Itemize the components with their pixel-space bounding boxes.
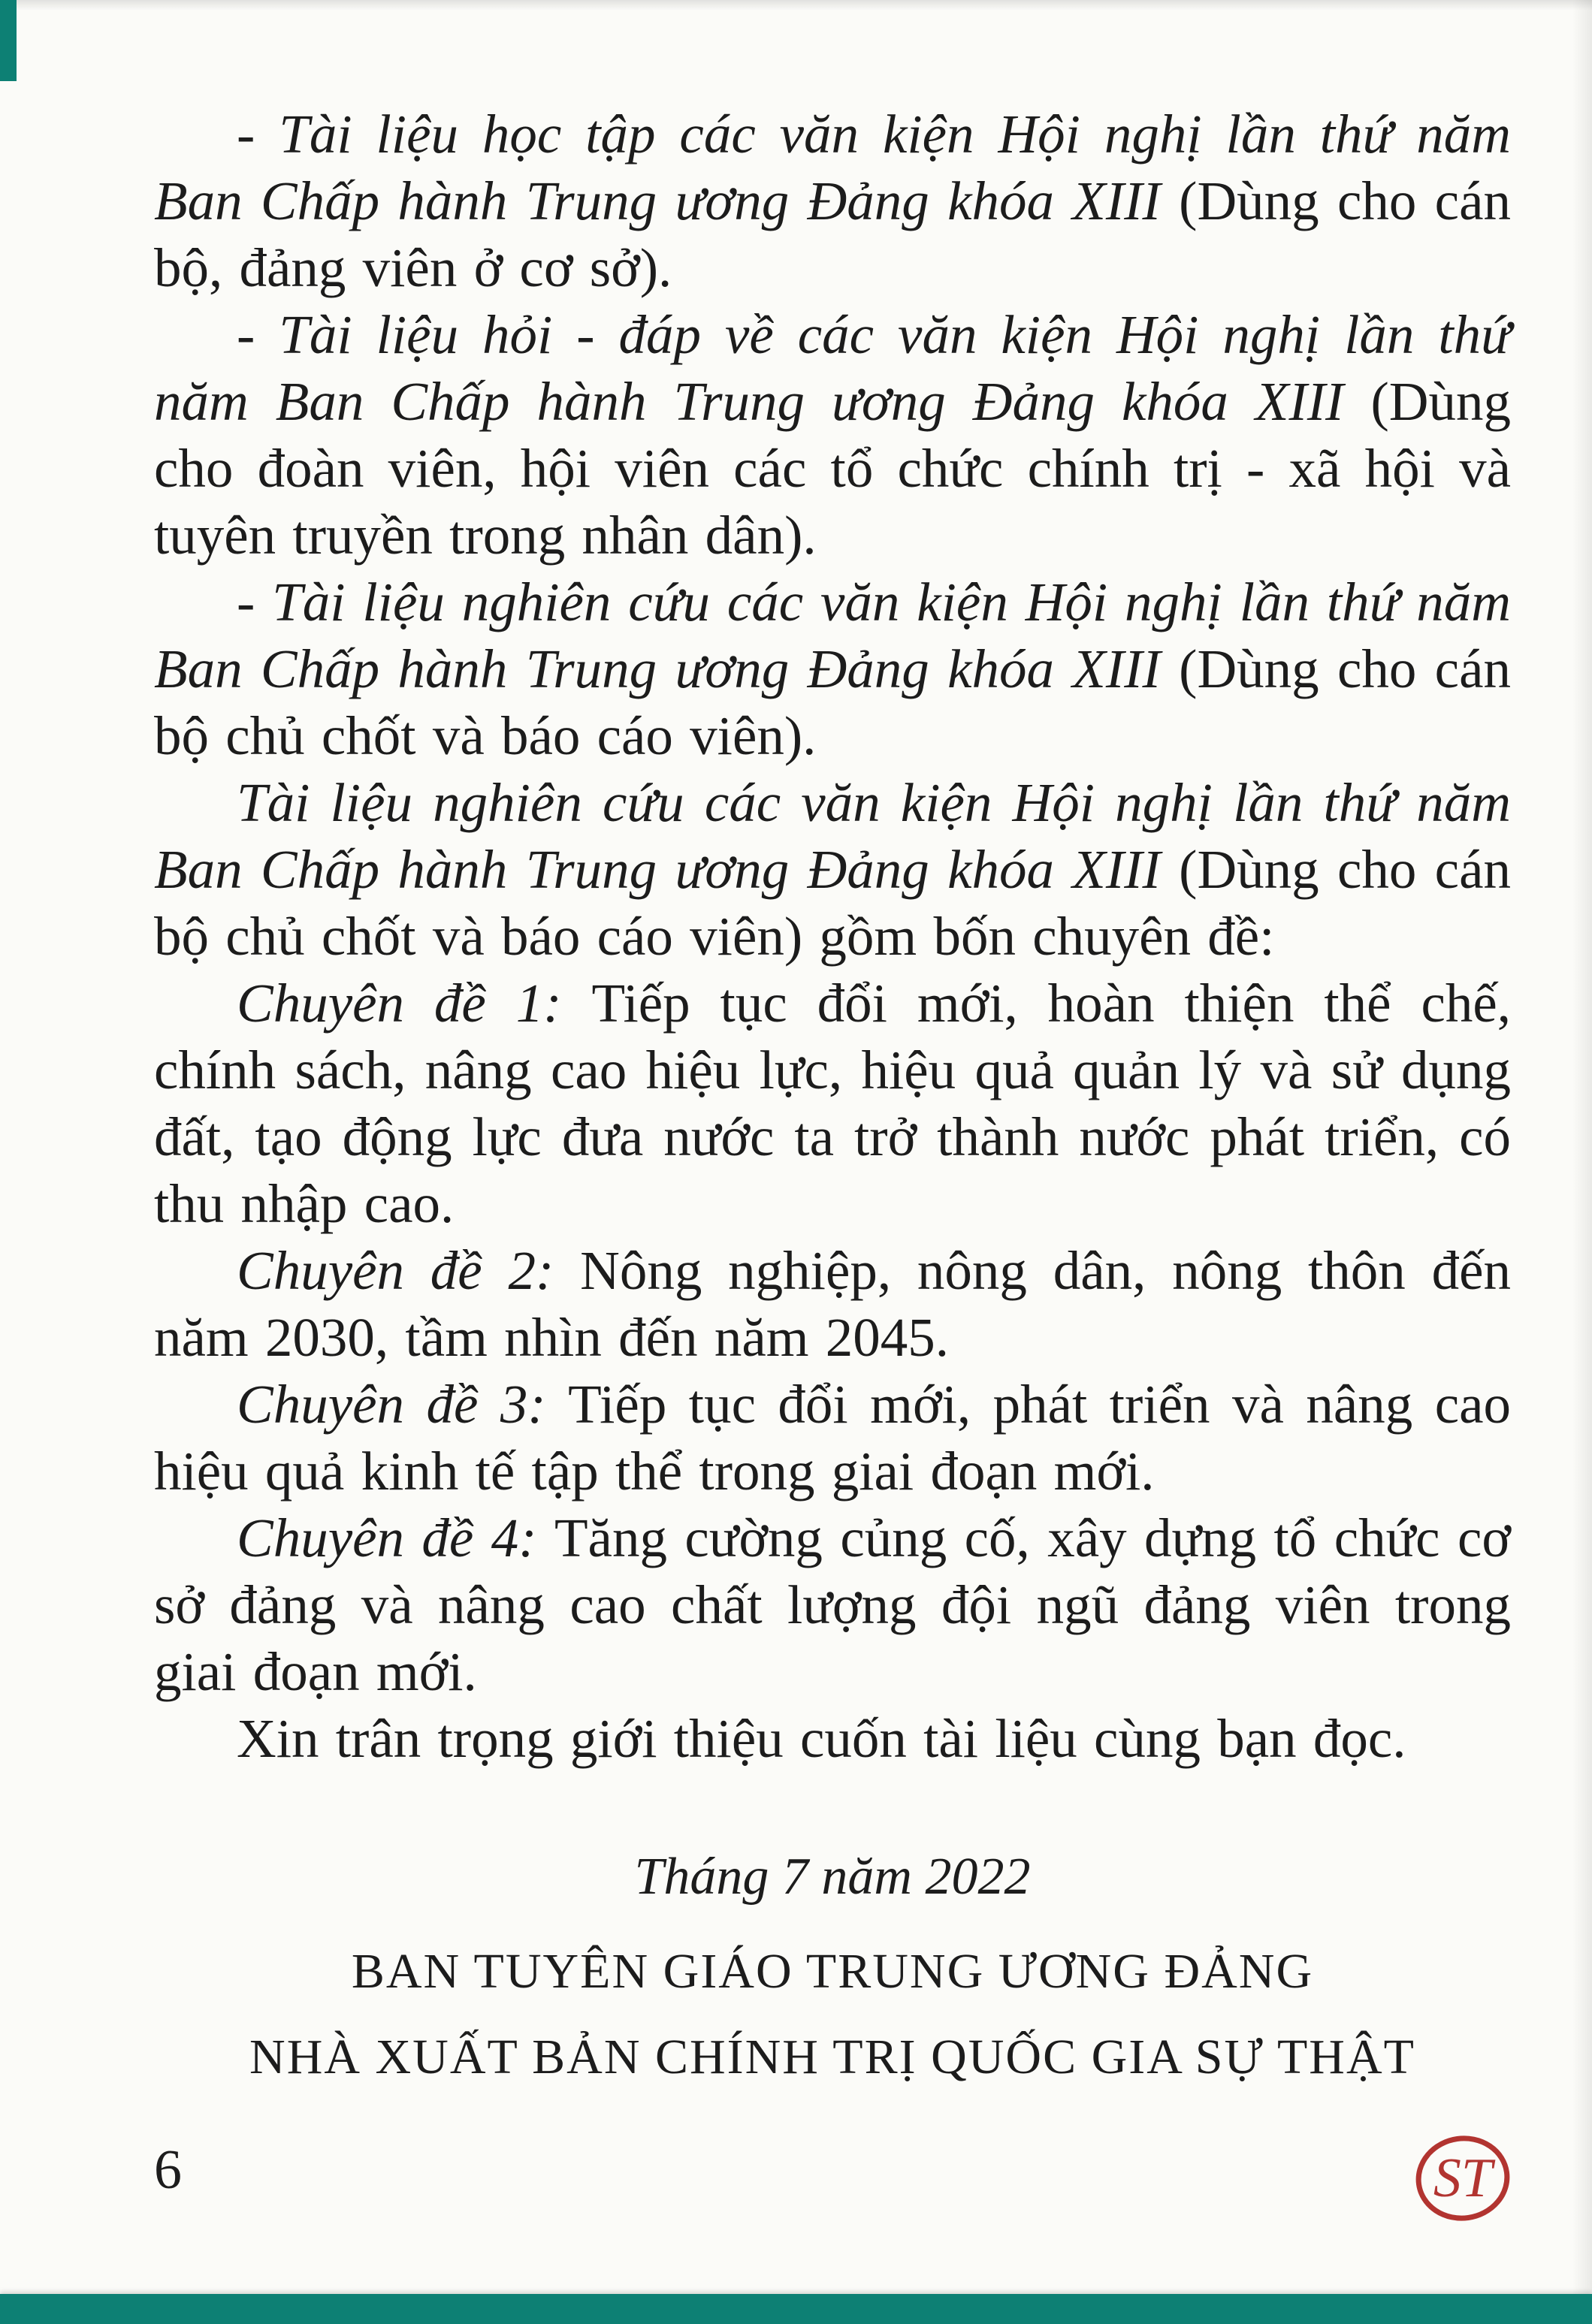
page-edge-shade-top — [0, 0, 1592, 11]
paragraph — [154, 1705, 1511, 1772]
paragraph — [154, 301, 1511, 569]
cover-edge-top-left — [0, 0, 17, 81]
footer-date: Tháng 7 năm 2022 — [634, 1848, 1031, 1906]
paragraph — [154, 970, 1511, 1237]
paragraph — [154, 1505, 1511, 1705]
paragraph-italic-segment: - Tài liệu hỏi - đáp về các văn kiện Hội nghị lần thứ năm Ban Chấp hành Trung ương Đảng khóa XIII — [154, 304, 1511, 432]
paragraph — [154, 769, 1511, 970]
paragraph-text-segment: Xin trân trọng giới thiệu cuốn tài liệu cùng bạn đọc. — [237, 1708, 1406, 1769]
paragraph-text-segment: Tiếp tục đổi mới, hoàn thiện thể chế, chính sách, nâng cao hiệu lực, hiệu quả quản lý và sử dụng đất, tạo động lực đưa nước ta trở thành nước phát triển, có thu nhập cao. — [154, 973, 1511, 1234]
paragraph-text-segment: Nông nghiệp, nông dân, nông thôn đến năm 2030, tầm nhìn đến năm 2045. — [154, 1240, 1511, 1368]
paragraph-italic-segment: Chuyên đề 3: — [237, 1374, 569, 1435]
paragraph-text-segment: Tăng cường củng cố, xây dựng tổ chức cơ sở đảng và nâng cao chất lượng đội ngũ đảng viên trong giai đoạn mới. — [154, 1508, 1512, 1702]
page-edge-shade-right — [1572, 0, 1592, 2324]
publisher-logo-icon — [1413, 2129, 1512, 2228]
paragraph-italic-segment: Tài liệu nghiên cứu các văn kiện Hội nghị lần thứ năm Ban Chấp hành Trung ương Đảng khóa XIII — [154, 772, 1511, 900]
page-number: 6 — [154, 2139, 182, 2201]
paragraph-text-segment: (Dùng cho cán bộ chủ chốt và báo cáo viên). — [154, 638, 1511, 766]
paragraph-text-segment: Tiếp tục đổi mới, phát triển và nâng cao hiệu quả kinh tế tập thể trong giai đoạn mới. — [154, 1374, 1511, 1502]
paragraph-italic-segment: Chuyên đề 4: — [237, 1508, 554, 1568]
footer-org-line-2: NHÀ XUẤT BẢN CHÍNH TRỊ QUỐC GIA SỰ THẬT — [249, 2030, 1415, 2084]
paragraph-text-segment: (Dùng cho cán bộ chủ chốt và báo cáo viên) gồm bốn chuyên đề: — [154, 839, 1511, 967]
paragraph — [154, 1371, 1511, 1505]
page-content — [154, 101, 1511, 2114]
publisher-logo — [1413, 2129, 1512, 2228]
paragraph-text-segment: (Dùng cho cán bộ, đảng viên ở cơ sở). — [154, 171, 1511, 298]
cover-edge-bottom — [0, 2294, 1592, 2324]
paragraph — [154, 101, 1511, 301]
body-paragraphs — [154, 101, 1511, 1772]
paragraph-italic-segment: Chuyên đề 2: — [237, 1240, 581, 1301]
paragraph-text-segment: (Dùng cho đoàn viên, hội viên các tổ chức chính trị - xã hội và tuyên truyền trong nhân dân). — [154, 371, 1511, 566]
page-footer — [154, 1847, 1511, 2086]
paragraph-italic-segment: - Tài liệu nghiên cứu các văn kiện Hội nghị lần thứ năm Ban Chấp hành Trung ương Đảng khóa XIII — [154, 572, 1511, 699]
paragraph-italic-segment: - Tài liệu học tập các văn kiện Hội nghị lần thứ năm Ban Chấp hành Trung ương Đảng khóa XIII — [154, 104, 1511, 231]
publisher-logo-text: ST — [1433, 2147, 1493, 2209]
footer-org-line-1: BAN TUYÊN GIÁO TRUNG ƯƠNG ĐẢNG — [351, 1944, 1314, 1999]
paragraph — [154, 569, 1511, 769]
paragraph-italic-segment: Chuyên đề 1: — [237, 973, 592, 1034]
paragraph — [154, 1237, 1511, 1371]
